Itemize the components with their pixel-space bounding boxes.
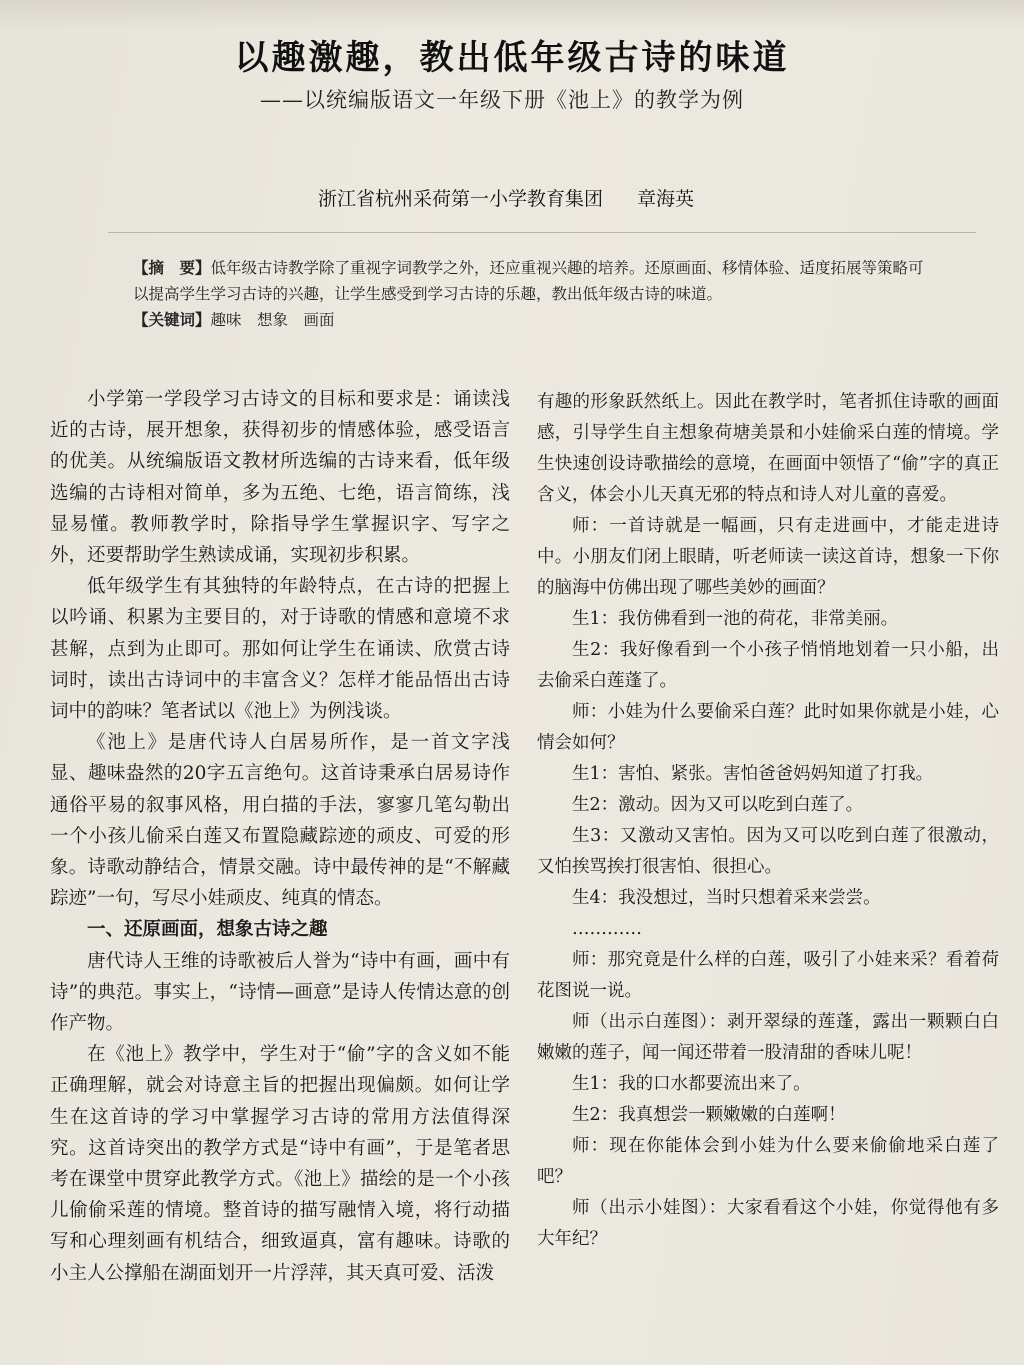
left-column xyxy=(50,384,510,1289)
dialogue-line: 师：那究竟是什么样的白莲，吸引了小娃来采？看着荷花图说一说。 xyxy=(537,950,999,1001)
body-paragraph: 低年级学生有其独特的年龄特点，在古诗的把握上以吟诵、积累为主要目的，对于诗歌的情感和意境不求甚解，点到为止即可。那如何让学生在诵读、欣赏古诗词时，读出古诗词中的丰富含义？怎样才能品悟出古诗词中的韵味？笔者试以《池上》为例浅谈。 xyxy=(50,576,510,723)
dialogue-line: 生3：又激动又害怕。因为又可以吃到白莲了很激动，又怕挨骂挨打很害怕、很担心。 xyxy=(537,826,999,877)
dialogue-line: 生4：我没想过，当时只想着采来尝尝。 xyxy=(572,888,881,908)
abstract-paragraph xyxy=(133,255,933,307)
body-paragraph: 唐代诗人王维的诗歌被后人誉为“诗中有画，画中有诗”的典范。事实上，“诗情—画意”是诗人传情达意的创作产物。 xyxy=(50,950,510,1035)
dialogue-line: 生1：我的口水都要流出来了。 xyxy=(572,1074,811,1094)
dialogue-line: 师（出示小娃图）：大家看看这个小娃，你觉得他有多大年纪？ xyxy=(537,1198,999,1249)
section-heading: 一、还原画面，想象古诗之趣 xyxy=(87,919,328,941)
author-name: 章海英 xyxy=(637,188,695,210)
author-line xyxy=(318,184,728,211)
body-paragraph: 在《池上》教学中，学生对于“偷”字的含义如不能正确理解，就会对诗意主旨的把握出现偏颇。如何让学生在这首诗的学习中掌握学习古诗的常用方法值得深究。这首诗突出的教学方式是“诗中有画”，于是笔者思考在课堂中贯穿此教学方式。《池上》描绘的是一个小孩儿偷偷采莲的情境。整首诗的描写融情入境，将行动描写和心理刻画有机结合，细致逼真，富有趣味。诗歌的小主人公撑船在湖面划开一片浮萍，其天真可爱、活泼 xyxy=(50,1044,510,1284)
dialogue-line: 师：一首诗就是一幅画，只有走进画中，才能走进诗中。小朋友们闭上眼睛，听老师读一读这首诗，想象一下你的脑海中仿佛出现了哪些美妙的画面？ xyxy=(537,516,999,598)
dialogue-line: 生1：害怕、紧张。害怕爸爸妈妈知道了打我。 xyxy=(572,764,934,784)
article-subtitle: ——以统编版语文一年级下册《池上》的教学为例 xyxy=(260,88,744,112)
ellipsis-line: ………… xyxy=(572,919,642,939)
dialogue-line: 师（出示白莲图）：剥开翠绿的莲蓬，露出一颗颗白白嫩嫩的莲子，闻一闻还带着一股清甜的香味儿呢！ xyxy=(537,1012,999,1063)
dialogue-line: 师：小娃为什么要偷采白莲？此时如果你就是小娃，心情会如何？ xyxy=(537,702,999,753)
right-column xyxy=(537,387,999,1255)
body-paragraph: 小学第一学段学习古诗文的目标和要求是：诵读浅近的古诗，展开想象，获得初步的情感体验，感受语言的优美。从统编版语文教材所选编的古诗来看，低年级选编的古诗相对简单，多为五绝、七绝，语言简练，浅显易懂。教师教学时，除指导学生掌握识字、写字之外，还要帮助学生熟读成诵，实现初步积累。 xyxy=(50,389,510,567)
dialogue-line: 生2：我真想尝一颗嫩嫩的白莲啊！ xyxy=(572,1105,846,1125)
keywords-text: 趣味 想象 画面 xyxy=(210,311,335,329)
body-paragraph: 有趣的形象跃然纸上。因此在教学时，笔者抓住诗歌的画面感，引导学生自主想象荷塘美景和小娃偷采白莲的情境。学生快速创设诗歌描绘的意境，在画面中领悟了“偷”字的真正含义，体会小儿天真无邪的特点和诗人对儿童的喜爱。 xyxy=(537,392,999,505)
dialogue-line: 生2：激动。因为又可以吃到白莲了。 xyxy=(572,795,864,815)
abstract-label: 【摘 要】 xyxy=(133,259,211,277)
author-org: 浙江省杭州采荷第一小学教育集团 xyxy=(318,188,604,210)
dialogue-line: 生1：我仿佛看到一池的荷花，非常美丽。 xyxy=(572,609,899,629)
abstract-block xyxy=(133,255,933,333)
dialogue-line: 师：现在你能体会到小娃为什么要来偷偷地采白莲了吧？ xyxy=(537,1136,999,1187)
keywords-label: 【关键词】 xyxy=(133,311,211,329)
abstract-text: 低年级古诗教学除了重视字词教学之外，还应重视兴趣的培养。还原画面、移情体验、适度拓展等策略可以提高学生学习古诗的兴趣，让学生感受到学习古诗的乐趣，教出低年级古诗的味道。 xyxy=(133,259,924,303)
dialogue-line: 生2：我好像看到一个小孩子悄悄地划着一只小船，出去偷采白莲蓬了。 xyxy=(537,640,999,691)
header-divider xyxy=(108,232,976,233)
page-shadow xyxy=(0,0,1024,30)
article-title: 以趣激趣，教出低年级古诗的味道 xyxy=(234,38,790,78)
keywords-paragraph xyxy=(133,307,933,333)
body-paragraph: 《池上》是唐代诗人白居易所作，是一首文字浅显、趣味盎然的20字五言绝句。这首诗秉承白居易诗作通俗平易的叙事风格，用白描的手法，寥寥几笔勾勒出一个小孩儿偷采白莲又布置隐藏踪迹的顽皮、可爱的形象。诗歌动静结合，情景交融。诗中最传神的是“不解藏踪迹”一句，写尽小娃顽皮、纯真的情态。 xyxy=(50,732,510,910)
